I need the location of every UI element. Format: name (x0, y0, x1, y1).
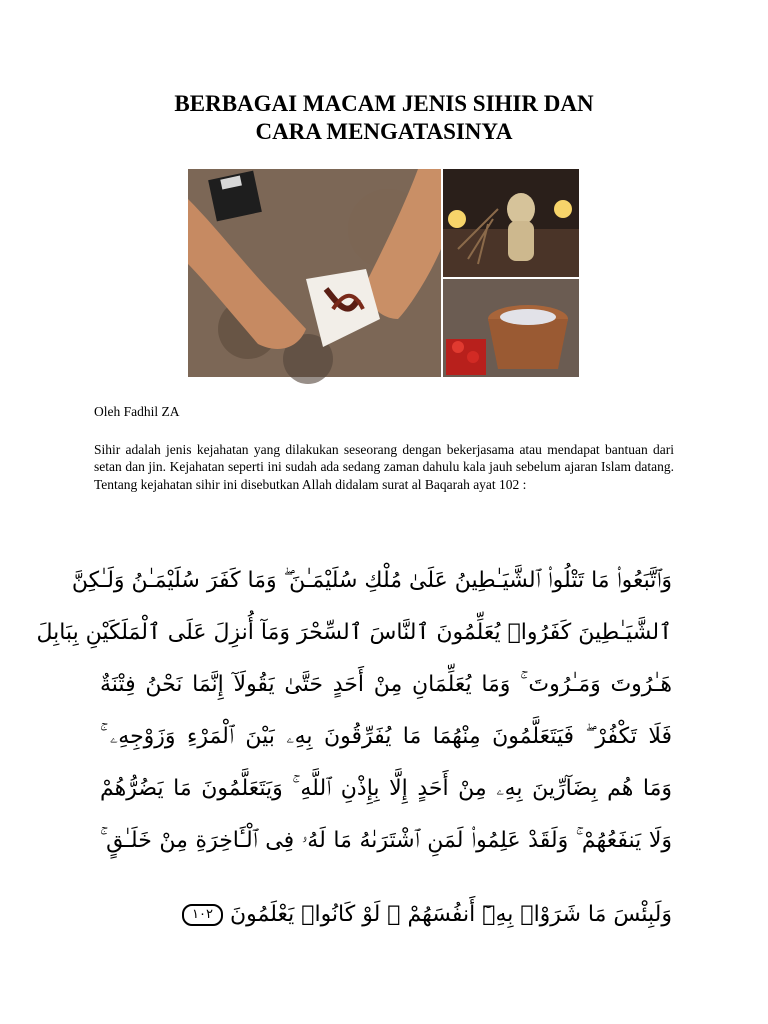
verse-line-5: وَمَا هُم بِضَآرِّينَ بِهِۦ مِنْ أَحَدٍ إِلَّا بِإِذْنِ ٱللَّهِ ۚ وَيَتَعَلَّمُونَ مَا يَضُرُّهُمْ (100, 776, 672, 801)
quran-verse-block (36, 555, 672, 941)
intro-paragraph: Sihir adalah jenis kejahatan yang dilakukan seseorang dengan bekerjasama atau mendapat bantuan dari setan dan jin. Kejahatan seperti ini sudah ada sedang zaman dahulu kala jauh sebelum ajaran Islam datang. Tentang kejahatan sihir ini disebutkan Allah didalam surat al Baqarah ayat 102 : (94, 442, 674, 492)
title-line-2: CARA MENGATASINYA (255, 119, 513, 144)
verse-line-2: ٱلشَّيَـٰطِينَ كَفَرُوا۟ يُعَلِّمُونَ ٱلنَّاسَ ٱلسِّحْرَ وَمَآ أُنزِلَ عَلَى ٱلْمَلَكَيْنِ بِبَابِلَ (36, 620, 672, 645)
verse-line-4: فَلَا تَكْفُرْ ۖ فَيَتَعَلَّمُونَ مِنْهُمَا مَا يُفَرِّقُونَ بِهِۦ بَيْنَ ٱلْمَرْءِ وَزَوْجِهِۦ ۚ (100, 724, 672, 749)
verse-line-6: وَلَا يَنفَعُهُمْ ۚ وَلَقَدْ عَلِمُوا۟ لَمَنِ ٱشْتَرَىٰهُ مَا لَهُۥ فِى ٱلْـَٔاخِرَةِ مِنْ خَلَـٰقٍ ۚ (100, 828, 672, 853)
document-title (0, 90, 768, 146)
verse-line-7-text: وَلَبِئْسَ مَا شَرَوْا۟ بِهِۦٓ أَنفُسَهُمْ ۚ لَوْ كَانُوا۟ يَعْلَمُونَ (230, 902, 672, 927)
author-line: Oleh Fadhil ZA (94, 404, 180, 419)
verse-line-3: هَـٰرُوتَ وَمَـٰرُوتَ ۚ وَمَا يُعَلِّمَانِ مِنْ أَحَدٍ حَتَّىٰ يَقُولَآ إِنَّمَا نَحْنُ فِتْنَةٌ (100, 672, 672, 697)
title-line-1: BERBAGAI MACAM JENIS SIHIR DAN (174, 91, 594, 116)
sihir-photo-collage (188, 169, 579, 377)
verse-line-1: وَٱتَّبَعُوا۟ مَا تَتْلُوا۟ ٱلشَّيَـٰطِينُ عَلَىٰ مُلْكِ سُلَيْمَـٰنَ ۖ وَمَا كَفَرَ سُلَيْمَـٰنُ وَلَـٰكِنَّ (71, 568, 672, 593)
verse-line-7 (100, 889, 672, 941)
ayah-number-marker: ١٠٢ (182, 904, 223, 926)
